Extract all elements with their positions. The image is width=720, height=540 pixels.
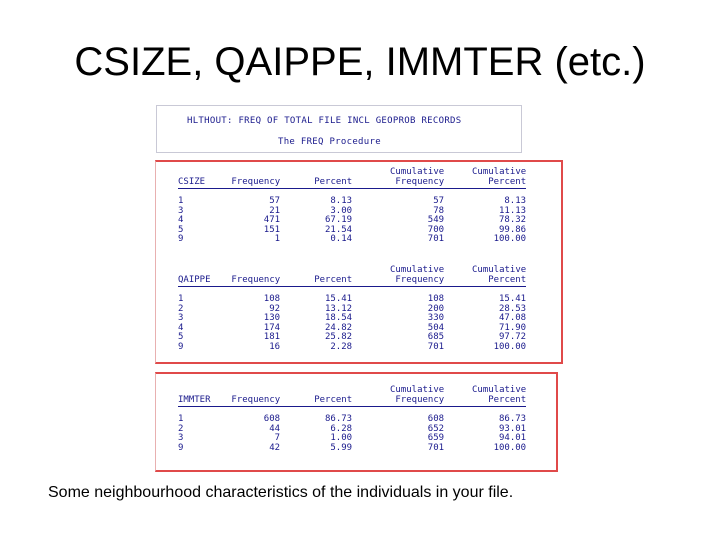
row-cell: 504: [427, 322, 445, 333]
row-cell: 701: [427, 341, 445, 352]
row-value: 3: [178, 313, 184, 323]
row-cell: 100.00: [493, 234, 527, 244]
row-value: 3: [178, 205, 184, 216]
row-cell: 15.41: [499, 294, 527, 304]
row-cell: 701: [427, 442, 445, 453]
row-cell: 200: [427, 303, 445, 314]
row-cell: 549: [427, 215, 445, 225]
row-cell: 24.82: [325, 322, 353, 333]
column-header: Cumulative: [390, 385, 445, 395]
row-cell: 42: [269, 442, 281, 453]
row-value: 9: [178, 234, 184, 244]
row-cell: 57: [269, 196, 281, 206]
row-value: 9: [178, 341, 184, 352]
column-header: Cumulative: [472, 385, 527, 395]
row-cell: 7: [274, 433, 281, 443]
row-cell: 701: [427, 234, 445, 244]
slide-title: CSIZE, QAIPPE, IMMTER (etc.): [74, 40, 646, 84]
row-cell: 78: [433, 205, 445, 216]
row-cell: 652: [427, 423, 445, 434]
row-cell: 659: [427, 433, 445, 443]
procedure-name: The FREQ Procedure: [278, 137, 381, 147]
row-cell: 78.32: [499, 215, 527, 225]
row-cell: 47.08: [499, 313, 527, 323]
row-cell: 108: [427, 294, 445, 304]
column-header: Percent: [488, 275, 527, 285]
output-header: [156, 105, 522, 153]
variable-name: QAIPPE: [178, 275, 211, 285]
row-cell: 21: [269, 205, 281, 216]
frequency-box-1: [155, 160, 563, 364]
column-header: Percent: [314, 275, 353, 285]
row-cell: 28.53: [499, 303, 527, 314]
row-cell: 108: [263, 294, 281, 304]
row-cell: 6.28: [330, 423, 353, 434]
slide-caption: Some neighbourhood characteristics of the individuals in your file.: [48, 484, 514, 501]
row-cell: 100.00: [493, 341, 527, 352]
row-value: 9: [178, 442, 184, 453]
column-header: Cumulative: [472, 167, 527, 177]
row-value: 5: [178, 332, 184, 342]
column-header: Frequency: [395, 177, 445, 187]
row-value: 2: [178, 423, 184, 434]
row-cell: 67.19: [325, 215, 353, 225]
row-cell: 99.86: [499, 224, 527, 235]
row-cell: 471: [263, 215, 281, 225]
row-value: 1: [178, 294, 184, 304]
column-header: Frequency: [231, 275, 281, 285]
row-cell: 181: [263, 332, 281, 342]
row-cell: 2.28: [330, 341, 353, 352]
row-cell: 608: [263, 414, 281, 424]
variable-name: CSIZE: [178, 177, 206, 187]
row-cell: 15.41: [325, 294, 353, 304]
row-cell: 151: [263, 224, 281, 235]
row-cell: 16: [269, 341, 281, 352]
row-cell: 11.13: [499, 205, 527, 216]
row-cell: 3.00: [330, 205, 353, 216]
header-rule: [178, 286, 526, 287]
row-cell: 174: [263, 322, 281, 333]
row-cell: 700: [427, 224, 445, 235]
column-header: Cumulative: [390, 167, 445, 177]
column-header: Percent: [488, 177, 527, 187]
row-value: 4: [178, 322, 184, 333]
column-header: Percent: [488, 395, 527, 405]
column-header: Cumulative: [390, 265, 445, 275]
row-cell: 92: [269, 303, 281, 314]
row-cell: 1: [274, 234, 281, 244]
row-value: 2: [178, 303, 184, 314]
row-cell: 5.99: [330, 442, 353, 453]
row-value: 1: [178, 196, 184, 206]
column-header: Percent: [314, 177, 353, 187]
output-title: HLTHOUT: FREQ OF TOTAL FILE INCL GEOPROB RECORDS: [187, 116, 462, 126]
row-cell: 25.82: [325, 332, 353, 342]
row-cell: 94.01: [499, 433, 527, 443]
variable-name: IMMTER: [178, 395, 211, 405]
column-header: Percent: [314, 395, 353, 405]
column-header: Frequency: [395, 395, 445, 405]
header-rule: [178, 406, 526, 407]
row-value: 4: [178, 215, 184, 225]
column-header: Frequency: [231, 395, 281, 405]
column-header: Cumulative: [472, 265, 527, 275]
row-cell: 57: [433, 196, 445, 206]
row-cell: 97.72: [499, 332, 527, 342]
frequency-box-2: [155, 372, 558, 472]
row-cell: 86.73: [325, 414, 353, 424]
row-cell: 100.00: [493, 442, 527, 453]
row-value: 1: [178, 414, 184, 424]
row-cell: 685: [427, 332, 445, 342]
row-cell: 71.90: [499, 322, 527, 333]
row-cell: 0.14: [330, 234, 353, 244]
row-cell: 86.73: [499, 414, 527, 424]
row-cell: 13.12: [325, 303, 353, 314]
row-value: 5: [178, 224, 184, 235]
row-cell: 93.01: [499, 423, 527, 434]
row-value: 3: [178, 433, 184, 443]
header-rule: [178, 188, 526, 189]
row-cell: 608: [427, 414, 445, 424]
row-cell: 1.00: [330, 433, 353, 443]
row-cell: 330: [427, 313, 445, 323]
column-header: Frequency: [231, 177, 281, 187]
column-header: Frequency: [395, 275, 445, 285]
row-cell: 21.54: [325, 224, 353, 235]
row-cell: 8.13: [504, 196, 527, 206]
row-cell: 130: [263, 313, 281, 323]
row-cell: 8.13: [330, 196, 353, 206]
row-cell: 44: [269, 423, 281, 434]
row-cell: 18.54: [325, 313, 353, 323]
